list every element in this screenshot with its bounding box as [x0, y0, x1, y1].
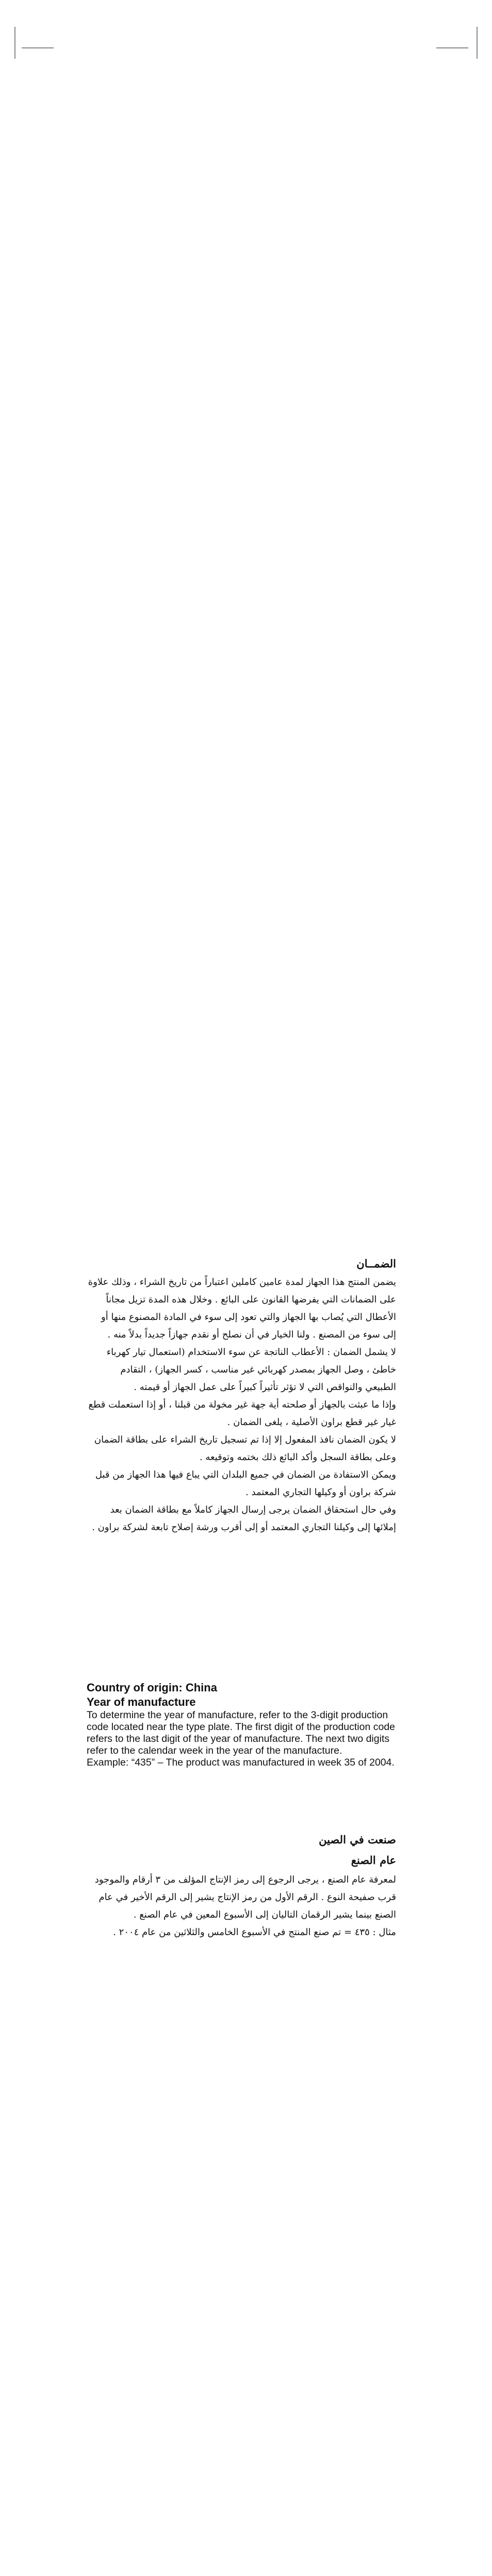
crop-mark-top-left-horizontal: [22, 47, 54, 48]
warranty-paragraph-void: وإذا ما عبثت بالجهاز أو صلحته أية جهة غير مخولة من قبلنا ، أو إذا استعملت قطع غيار غير قطع براون الأصلية ، يلغى الضمان .: [88, 1399, 396, 1428]
warranty-paragraph-countries: ويمكن الاستفادة من الضمان في جميع البلدان التي يباع فيها هذا الجهاز من قبل شركة براون أو وكيلها التجاري المعتمد .: [95, 1469, 396, 1498]
origin-section-arabic: [87, 1832, 396, 1941]
year-of-manufacture-example-arabic: مثال : ٤٣٥ = تم صنع المنتج في الأسبوع الخامس والثلاثين من عام ٢٠٠٤ .: [113, 1927, 396, 1938]
origin-section-english: [87, 1681, 396, 1769]
year-of-manufacture-heading-arabic: عام الصنع: [351, 1854, 396, 1867]
year-of-manufacture-body: To determine the year of manufacture, refer to the 3-digit production code located near the type plate. The first digit of the production code refers to the last digit of the year of manufacture. The next two digits refer to the calendar week in the year of the manufacture.: [87, 1709, 396, 1756]
crop-mark-top-left-vertical: [14, 27, 15, 59]
year-of-manufacture-heading: Year of manufacture: [87, 1696, 196, 1708]
crop-mark-top-right-horizontal: [436, 47, 468, 48]
warranty-title: الضمــان: [356, 1257, 396, 1270]
country-of-origin: Country of origin: China: [87, 1681, 217, 1694]
crop-mark-top-right-vertical: [477, 27, 478, 59]
year-of-manufacture-body-arabic: لمعرفة عام الصنع ، يرجى الرجوع إلى رمز الإنتاج المؤلف من ٣ أرقام والموجود قرب صفيحة النوع . الرقم الأول من رمز الإنتاج يشير إلى الرقم الأخير في عام الصنع بينما يشير الرقمان التاليان إلى الأسبوع المعين في عام الصنع .: [94, 1874, 396, 1920]
warranty-paragraph-claim: وفي حال استحقاق الضمان يرجى إرسال الجهاز كاملاً مع بطاقة الضمان بعد إملائها إلى وكيلنا التجاري المعتمد أو إلى أقرب ورشة إصلاح تابعة لشركة براون .: [92, 1504, 396, 1533]
year-of-manufacture-example: Example: “435” – The product was manufactured in week 35 of 2004.: [87, 1757, 395, 1768]
warranty-section-arabic: [87, 1256, 396, 1536]
warranty-paragraph-exclusions: لا يشمل الضمان : الأعطاب الناتجة عن سوء الاستخدام (استعمال تيار كهرباء خاطئ ، وصل الجهاز بمصدر كهربائي غير مناسب ، كسر الجهاز) ، التقادم الطبيعي والنواقص التي لا تؤثر تأثيراً كبيراً على عمل الجهاز أو قيمته .: [106, 1347, 396, 1393]
country-of-origin-arabic: صنعت في الصين: [319, 1833, 396, 1846]
warranty-paragraph-validity: لا يكون الضمان نافذ المفعول إلا إذا تم تسجيل تاريخ الشراء على بطاقة الضمان وعلى بطاقة السجل وأكد البائع ذلك بختمه وتوقيعه .: [94, 1434, 396, 1463]
warranty-paragraph-coverage: يضمن المنتج هذا الجهاز لمدة عامين كاملين اعتباراً من تاريخ الشراء ، وذلك علاوة على الضمانات التي يفرضها القانون على البائع . وخلال هذه المدة تزيل مجاناً الأعطال التي يُصاب بها الجهاز والتي تعود إلى سوء في المادة المصنوع منها أو إلى سوء من المصنع . ولنا الخيار في أن نصلح أو نقدم جهازاً جديداً بدلاً منه .: [88, 1277, 396, 1340]
